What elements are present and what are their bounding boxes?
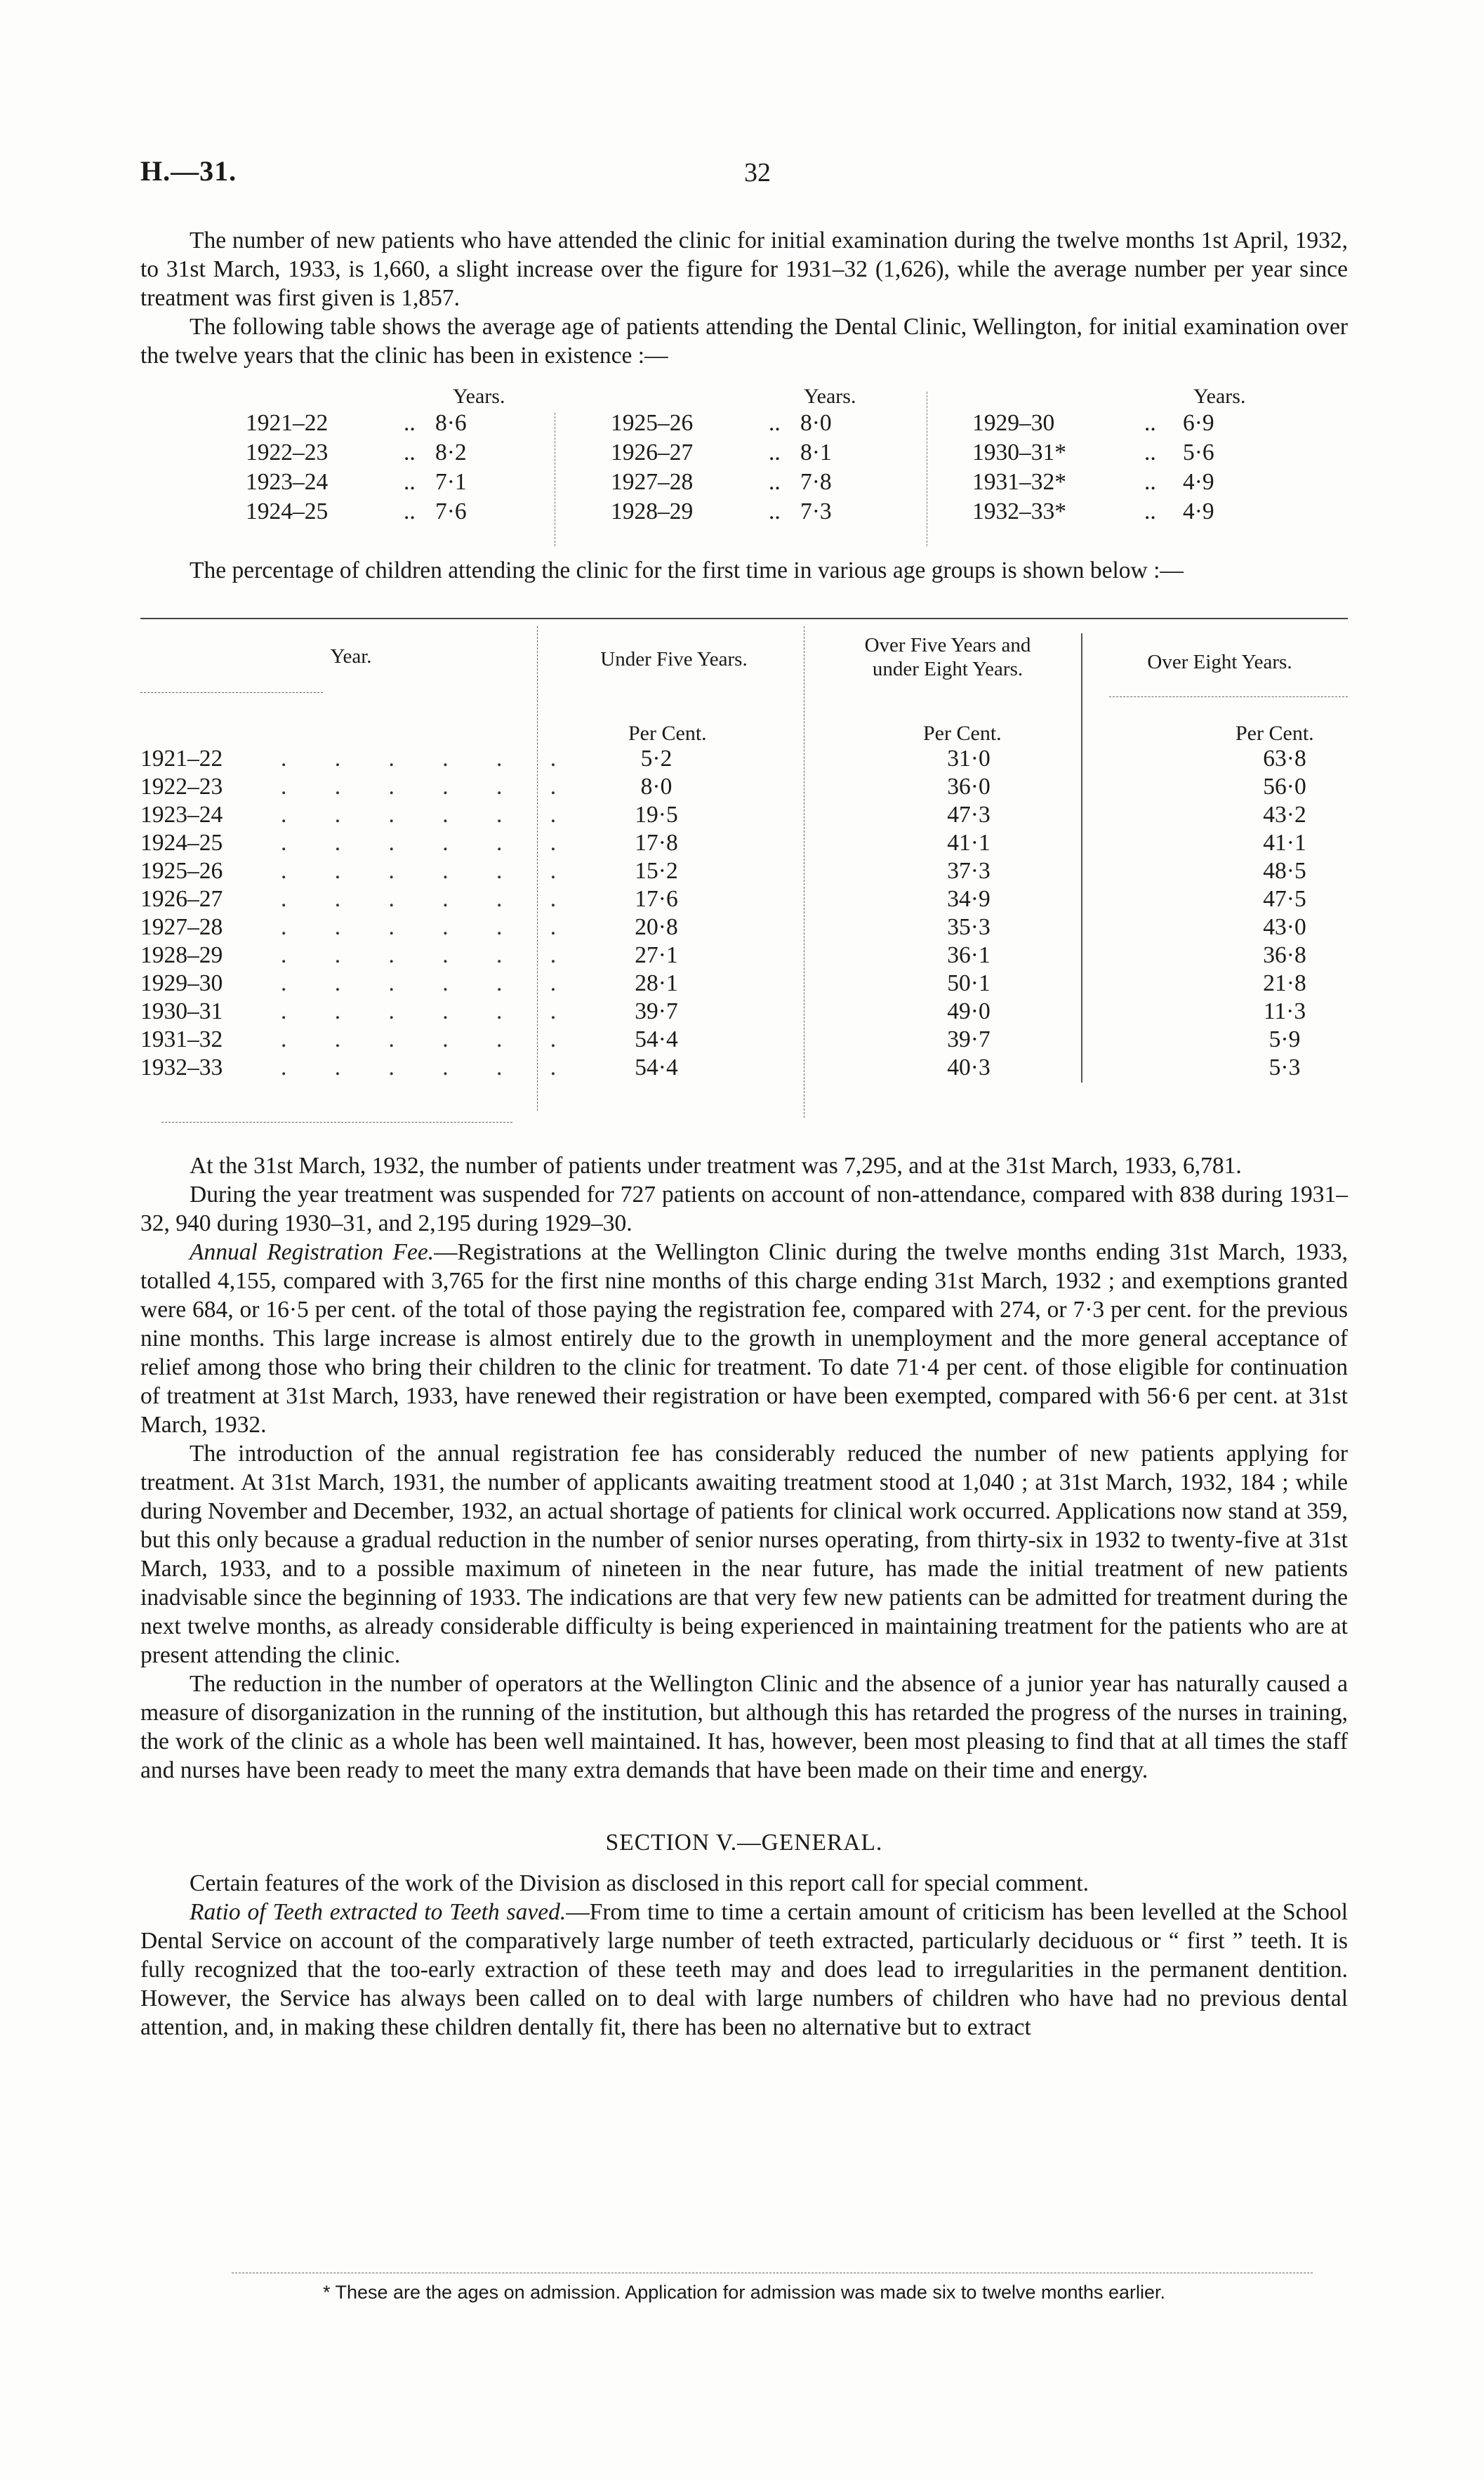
row-year: 1932–33 <box>140 1055 223 1080</box>
registration-fee-paragraph <box>140 1238 1348 1439</box>
table-row <box>140 886 1348 914</box>
special-comment-paragraph: Certain features of the work of the Division as disclosed in this report call for special comment. <box>190 1870 1089 1896</box>
table-row <box>140 970 1348 998</box>
intro-section <box>140 226 1348 370</box>
header-five-to-eight <box>814 633 1081 681</box>
leader-dots: .. <box>404 498 416 524</box>
percentage-intro-paragraph: The percentage of children attending the clinic for the first time in various age groups is shown below :— <box>190 557 1184 583</box>
row-leader: . . . . . . <box>281 886 578 912</box>
row-over-eight: 5·3 <box>1268 1055 1301 1080</box>
header-year: Year. <box>330 645 372 668</box>
age-row <box>972 469 1309 498</box>
table-row <box>140 1026 1348 1055</box>
patients-under-treatment-paragraph: At the 31st March, 1932, the number of patients under treatment was 7,295, and at the 31st March, 1933, 6,781. <box>190 1153 1242 1179</box>
age-row-year: 1928–29 <box>611 498 694 524</box>
row-year: 1930–31 <box>140 998 223 1024</box>
teeth-ratio-paragraph <box>140 1898 1348 2042</box>
row-under-five: 5·2 <box>640 746 673 772</box>
main-body <box>140 1151 1348 2042</box>
age-row <box>246 439 583 469</box>
table-row <box>140 746 1348 774</box>
row-under-five: 19·5 <box>635 802 678 828</box>
header-five-to-eight-line1: Over Five Years and <box>864 634 1031 656</box>
age-row-value: 5·6 <box>1183 439 1214 465</box>
header-underline <box>1109 696 1348 697</box>
age-row <box>972 439 1309 469</box>
row-over-eight: 21·8 <box>1263 970 1306 996</box>
age-row-year: 1926–27 <box>611 439 694 465</box>
row-leader: . . . . . . <box>281 1026 578 1052</box>
row-leader: . . . . . . <box>281 942 578 968</box>
row-five-to-eight: 37·3 <box>947 858 991 884</box>
row-under-five: 17·6 <box>635 886 678 912</box>
row-leader: . . . . . . <box>281 1055 578 1080</box>
leader-dots: .. <box>1144 410 1156 436</box>
age-table-intro-paragraph: The following table shows the average age of patients attending the Dental Clinic, Wellington, for initial examination over the twelve years that the clinic has been in existence :— <box>140 314 1348 369</box>
row-year: 1928–29 <box>140 942 223 968</box>
age-row-value: 7·6 <box>435 498 467 524</box>
row-leader: . . . . . . <box>281 858 578 884</box>
table-row <box>140 942 1348 970</box>
unit-five-to-eight: Per Cent. <box>923 722 1002 745</box>
row-under-five: 28·1 <box>635 970 678 996</box>
row-over-eight: 11·3 <box>1263 998 1306 1024</box>
new-patients-paragraph: The number of new patients who have attended the clinic for initial examination during the twelve months 1st April, 1932, to 31st March, 1933, is 1,660, a slight increase over the figure for 1931–32 (1,626), while the average number per year since treatment was first given is 1,857. <box>140 227 1348 311</box>
age-row-value: 7·3 <box>800 498 832 524</box>
row-five-to-eight: 49·0 <box>947 998 991 1024</box>
document-reference: H.—31. <box>140 155 237 187</box>
registration-fee-text: —Registrations at the Wellington Clinic during the twelve months ending 31st March, 1933, totalled 4,155, compared with 3,765 for the first nine months of this charge ending 31st March, 1932 ; and exemptions granted were 684, or 16·5 per cent. of the total of those paying the registration fee, compared with 274, or 7·3 per cent. for the previous nine months. This large increase is almost entirely due to the growth in unemployment and the more general acceptance of relief among those who bring their children to the clinic for treatment. To date 71·4 per cent. of those eligible for continuation of treatment at 31st March, 1933, have renewed their registration or have been exempted, compared with 56·6 per cent. at 31st March, 1932. <box>140 1239 1348 1438</box>
age-row-year: 1929–30 <box>972 410 1055 436</box>
age-row-year: 1932–33* <box>972 498 1066 524</box>
age-row <box>246 410 583 439</box>
row-under-five: 17·8 <box>635 830 678 856</box>
row-year: 1921–22 <box>140 746 223 772</box>
row-year: 1922–23 <box>140 774 223 800</box>
age-row-year: 1927–28 <box>611 469 694 495</box>
registration-fee-heading: Annual Registration Fee. <box>190 1239 435 1265</box>
leader-dots: .. <box>769 498 781 524</box>
row-five-to-eight: 36·1 <box>947 942 991 968</box>
row-leader: . . . . . . <box>281 746 578 772</box>
row-year: 1927–28 <box>140 914 223 940</box>
row-year: 1925–26 <box>140 858 223 884</box>
age-row-value: 8·6 <box>435 410 467 436</box>
row-over-eight: 48·5 <box>1263 858 1306 884</box>
row-year: 1924–25 <box>140 830 223 856</box>
leader-dots: .. <box>769 439 781 465</box>
operators-reduction-paragraph: The reduction in the number of operators at the Wellington Clinic and the absence of a junior year has naturally caused a measure of disorganization in the running of the institution, but although this has retarded the progress of the nurses in training, the work of the clinic as a whole has been well maintained. It has, however, been most pleasing to find that at all times the staff and nurses have been ready to meet the many extra demands that have been made on their time and energy. <box>140 1671 1348 1783</box>
age-row <box>972 498 1309 528</box>
table-row <box>140 858 1348 886</box>
age-row <box>246 469 583 498</box>
leader-dots: .. <box>769 469 781 495</box>
years-heading: Years. <box>453 385 505 408</box>
age-row <box>246 498 583 528</box>
age-row-year: 1922–23 <box>246 439 329 465</box>
row-five-to-eight: 34·9 <box>947 886 991 912</box>
row-year: 1929–30 <box>140 970 223 996</box>
fee-introduction-paragraph: The introduction of the annual registration fee has considerably reduced the number of new patients applying for treatment. At 31st March, 1931, the number of applicants awaiting treatment stood at 1,040 ; at 31st March, 1932, 184 ; while during November and December, 1932, an actual shortage of patients for clinical work occurred. Applications now stand at 359, but this only because a gradual reduction in the number of senior nurses operating, from thirty-six in 1932 to twenty-five at 31st March, 1933, and to a possible maximum of nineteen in the near future, has made the initial treatment of new patients inadvisable since the beginning of 1933. The indications are that very few new patients can be admitted for treatment during the next twelve months, as already considerable difficulty is being experienced in maintaining treatment for the patients who are at present attending the clinic. <box>140 1441 1348 1668</box>
row-five-to-eight: 40·3 <box>947 1055 991 1080</box>
row-under-five: 39·7 <box>635 998 678 1024</box>
table-top-rule <box>140 618 1348 619</box>
age-row-year: 1931–32* <box>972 469 1066 495</box>
row-under-five: 20·8 <box>635 914 678 940</box>
row-over-eight: 56·0 <box>1263 774 1306 800</box>
row-over-eight: 43·2 <box>1263 802 1306 828</box>
table-bottom-rule <box>161 1122 512 1123</box>
age-row <box>611 439 948 469</box>
header-over-eight: Over Eight Years. <box>1147 651 1292 673</box>
header-five-to-eight-line2: under Eight Years. <box>872 658 1023 680</box>
age-row-value: 7·8 <box>800 469 832 495</box>
age-row <box>972 410 1309 439</box>
age-row <box>611 410 948 439</box>
row-year: 1931–32 <box>140 1026 223 1052</box>
age-row-value: 4·9 <box>1183 498 1214 524</box>
leader-dots: .. <box>404 439 416 465</box>
row-over-eight: 5·9 <box>1268 1026 1301 1052</box>
row-leader: . . . . . . <box>281 774 578 800</box>
row-over-eight: 41·1 <box>1263 830 1306 856</box>
header-under-five: Under Five Years. <box>600 648 748 670</box>
leader-dots: .. <box>769 410 781 436</box>
years-heading: Years. <box>1193 385 1246 408</box>
row-five-to-eight: 39·7 <box>947 1026 991 1052</box>
row-five-to-eight: 47·3 <box>947 802 991 828</box>
row-leader: . . . . . . <box>281 914 578 940</box>
teeth-ratio-heading: Ratio of Teeth extracted to Teeth saved. <box>190 1899 567 1925</box>
leader-dots: .. <box>1144 469 1156 495</box>
age-row-value: 7·1 <box>435 469 467 495</box>
row-five-to-eight: 50·1 <box>947 970 991 996</box>
unit-under-five: Per Cent. <box>628 722 707 745</box>
age-row-year: 1923–24 <box>246 469 329 495</box>
header-underline <box>140 692 323 693</box>
age-row-value: 8·2 <box>435 439 467 465</box>
unit-over-eight: Per Cent. <box>1235 722 1314 745</box>
leader-dots: .. <box>1144 439 1156 465</box>
row-over-eight: 43·0 <box>1263 914 1306 940</box>
age-row <box>611 498 948 528</box>
age-row-value: 8·0 <box>800 410 832 436</box>
treatment-suspended-paragraph: During the year treatment was suspended for 727 patients on account of non-attendance, compared with 838 during 1931–32, 940 during 1930–31, and 2,195 during 1929–30. <box>140 1182 1348 1236</box>
leader-dots: .. <box>1144 498 1156 524</box>
row-leader: . . . . . . <box>281 802 578 828</box>
row-under-five: 27·1 <box>635 942 678 968</box>
age-row <box>611 469 948 498</box>
table-row <box>140 914 1348 942</box>
row-leader: . . . . . . <box>281 998 578 1024</box>
row-five-to-eight: 36·0 <box>947 774 991 800</box>
table-row <box>140 998 1348 1026</box>
section-title: SECTION V.—GENERAL. <box>605 1830 883 1856</box>
row-leader: . . . . . . <box>281 830 578 856</box>
row-five-to-eight: 35·3 <box>947 914 991 940</box>
row-five-to-eight: 41·1 <box>947 830 991 856</box>
table-row <box>140 830 1348 858</box>
table-row <box>140 774 1348 802</box>
page-number: 32 <box>744 158 771 187</box>
row-under-five: 8·0 <box>640 774 673 800</box>
leader-dots: .. <box>404 410 416 436</box>
row-year: 1923–24 <box>140 802 223 828</box>
row-over-eight: 47·5 <box>1263 886 1306 912</box>
percentage-intro <box>140 556 1348 585</box>
row-over-eight: 36·8 <box>1263 942 1306 968</box>
age-row-year: 1924–25 <box>246 498 329 524</box>
row-year: 1926–27 <box>140 886 223 912</box>
row-under-five: 15·2 <box>635 858 678 884</box>
years-heading: Years. <box>804 385 856 408</box>
row-over-eight: 63·8 <box>1263 746 1306 772</box>
row-under-five: 54·4 <box>635 1026 678 1052</box>
teeth-ratio-text: —From time to time a certain amount of criticism has been levelled at the School Dental Service on account of the comparatively large number of teeth extracted, particularly deciduous or “ first ” teeth. It is fully recognized that the too-early extraction of these teeth may and does lead to irregularities in the permanent dentition. However, the Service has always been called on to deal with large numbers of children who have had no previous dental attention, and, in making these children dentally fit, there has been no alternative but to extract <box>140 1899 1349 2040</box>
footnote: * These are the ages on admission. Application for admission was made six to twelve months earlier. <box>322 2282 1166 2303</box>
age-row-year: 1925–26 <box>611 410 694 436</box>
row-under-five: 54·4 <box>635 1055 678 1080</box>
age-row-value: 8·1 <box>800 439 832 465</box>
leader-dots: .. <box>404 469 416 495</box>
age-row-year: 1921–22 <box>246 410 329 436</box>
age-row-value: 4·9 <box>1183 469 1214 495</box>
age-row-value: 6·9 <box>1183 410 1214 436</box>
table-row <box>140 1055 1348 1083</box>
row-leader: . . . . . . <box>281 970 578 996</box>
page-header <box>140 154 1348 197</box>
age-row-year: 1930–31* <box>972 439 1066 465</box>
row-five-to-eight: 31·0 <box>947 746 991 772</box>
table-row <box>140 802 1348 830</box>
